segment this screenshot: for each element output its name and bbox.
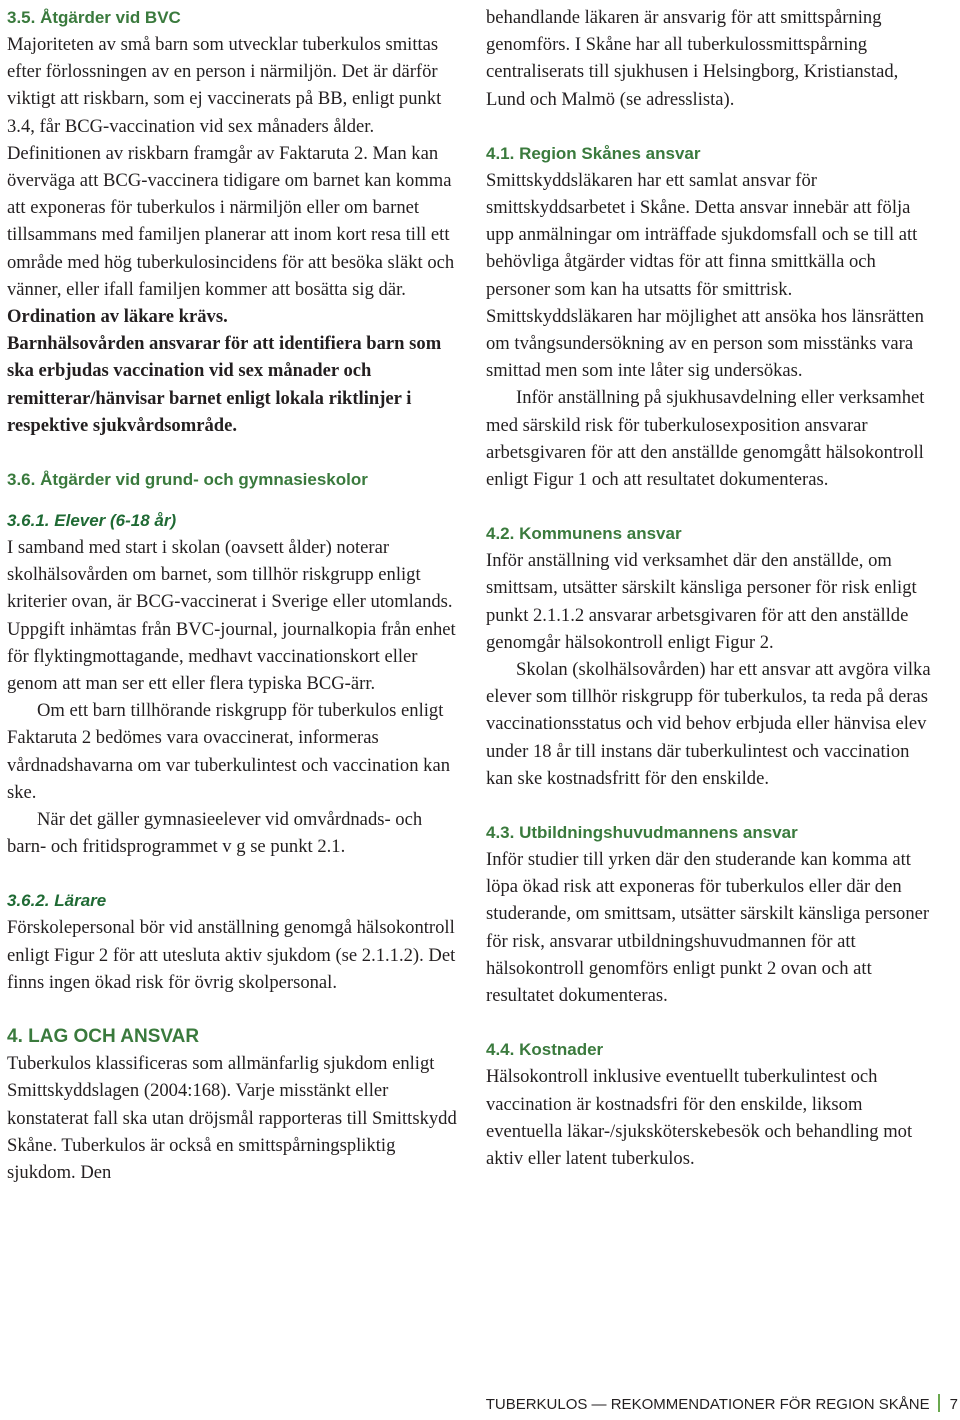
paragraph: Hälsokontroll inklusive eventuellt tuberkulintest och vaccination är kostnadsfri för den enskilde, liksom eventuella läkar-/sjuksköterskebesök och behandling mot aktiv eller latent tuberkulos. [486, 1066, 913, 1169]
page-number: 7 [949, 1396, 958, 1413]
paragraph: Majoriteten av små barn som utvecklar tuberkulos smittas efter förlossningen av en person i närmiljön. Det är därför viktigt att riskbarn, som ej vaccinerats på BB, enligt punkt 3.4, får BCG-vaccination vid sex månaders ålder. Definitionen av riskbarn framgår av Faktaruta 2. Man kan överväga att BCG-vaccinera tidigare om barnet kan komma att exponeras för tuberkulos i närmiljön eller om barnet tillsammans med familjen planerar att inom kort resa till ett område med hög tuberkulosincidens för att besöka släkt och vänner, eller ifall familjen kommer att bosätta sig där. [7, 34, 455, 300]
footer-divider [938, 1394, 940, 1412]
paragraph: I samband med start i skolan (oavsett ålder) noterar skolhälsovården om barnet, som tillhör riskgrupp enligt kriterier ovan, är BCG-vaccinerat i Sverige eller utomlands. Uppgift inhämtas från BVC-journal, journalkopia från enhet för flyktingmottagande, medhavt vaccinationskort eller genom att man ser ett eller flera typiska BCG-ärr. [7, 537, 456, 695]
paragraph-bold: Barnhälsovården ansvarar för att identifiera barn som ska erbjudas vaccination vid sex månader och remitterar/hänvisar barnet enligt lokala riktlinjer i respektive sjukvårdsområde. [7, 333, 442, 436]
section-heading-4-2: 4.2. Kommunens ansvar [486, 524, 682, 544]
right-column [486, 4, 938, 1172]
paragraph: Skolan (skolhälsovården) har ett ansvar att avgöra vilka elever som tillhör riskgrupp för tuberkulos, ta reda på deras vaccinationsstatus och vid behov erbjuda eller hänvisa elev under 18 år till instans där tuberkulintest och vaccination kan ske kostnadsfritt för den enskilde. [486, 659, 931, 789]
section-heading-3-5: 3.5. Åtgärder vid BVC [7, 8, 181, 27]
section-heading-4: 4. LAG OCH ANSVAR [7, 1026, 200, 1048]
page-footer [480, 1394, 958, 1415]
paragraph: Tuberkulos klassificeras som allmänfarlig sjukdom enligt Smittskyddslagen (2004:168). Varje misstänkt eller konstaterat fall ska utan dröjsmål rapporteras till Smittskydd Skåne. Tuberkulos är också en smittspårningspliktig sjukdom. Den [7, 1053, 457, 1183]
section-heading-4-3: 4.3. Utbildningshuvudmannens ansvar [486, 823, 798, 843]
paragraph: Förskolepersonal bör vid anställning genomgå hälsokontroll enligt Figur 2 för att utesluta aktiv sjukdom (se 2.1.1.2). Det finns ingen ökad risk för övrig skolpersonal. [7, 917, 456, 993]
paragraph: När det gäller gymnasieelever vid omvårdnads- och barn- och fritidsprogrammet v g se punkt 2.1. [7, 809, 423, 858]
paragraph-bold: Ordination av läkare krävs. [7, 306, 228, 328]
paragraph: Inför anställning vid verksamhet där den anställde, om smittsam, utsätter särskilt känsliga personer för risk enligt punkt 2.1.1.2 ansvarar arbetsgivaren för att den anställde genomgår hälsokontroll enligt Figur 2. [486, 550, 917, 653]
left-column [7, 4, 459, 1186]
paragraph: Inför anställning på sjukhusavdelning eller verksamhet med särskild risk för tuberkulosexposition ansvarar arbetsgivaren för att den anställde genomgått hälsokontroll enligt Figur 1 och att resultatet dokumenteras. [486, 387, 925, 491]
paragraph: Om ett barn tillhörande riskgrupp för tuberkulos enligt Faktaruta 2 bedömes vara ovaccinerat, informeras vårdnadshavarna om var tuberkulintest och vaccination kan ske. [7, 700, 450, 803]
section-heading-3-6: 3.6. Åtgärder vid grund- och gymnasieskolor [7, 470, 368, 490]
section-heading-4-4: 4.4. Kostnader [486, 1040, 604, 1060]
paragraph: Inför studier till yrken där den studerande kan komma att löpa ökad risk att exponeras för tuberkulos eller där den studerande, om smittsam, utsätter särskilt känsliga personer för risk, ansvarar utbildningshuvudmannen för att hälsokontroll genomförs enligt punkt 2 ovan och att resultatet dokumenteras. [486, 849, 930, 1007]
section-heading-4-1: 4.1. Region Skånes ansvar [486, 143, 701, 163]
subsection-heading-3-6-1: 3.6.1. Elever (6-18 år) [7, 511, 177, 531]
paragraph: behandlande läkaren är ansvarig för att smittspårning genomförs. I Skåne har all tuberkulossmittspårning centraliserats till sjukhusen i Helsingborg, Kristianstad, Lund och Malmö (se adresslista). [486, 7, 899, 110]
paragraph: Smittskyddsläkaren har ett samlat ansvar för smittskyddsarbetet i Skåne. Detta ansvar innebär att följa upp anmälningar om inträffade sjukdomsfall och se till att behövliga åtgärder vidtas för att finna smittkälla och personer som kan ha utsatts för smittrisk. Smittskyddsläkaren har möjlighet att ansöka hos länsrätten om tvångsundersökning av en person som misstänks vara smittad men som inte låter sig undersökas. [486, 169, 924, 382]
running-title: TUBERKULOS — REKOMMENDATIONER FÖR REGION SKÅNE [485, 1396, 930, 1413]
subsection-heading-3-6-2: 3.6.2. Lärare [7, 891, 107, 911]
